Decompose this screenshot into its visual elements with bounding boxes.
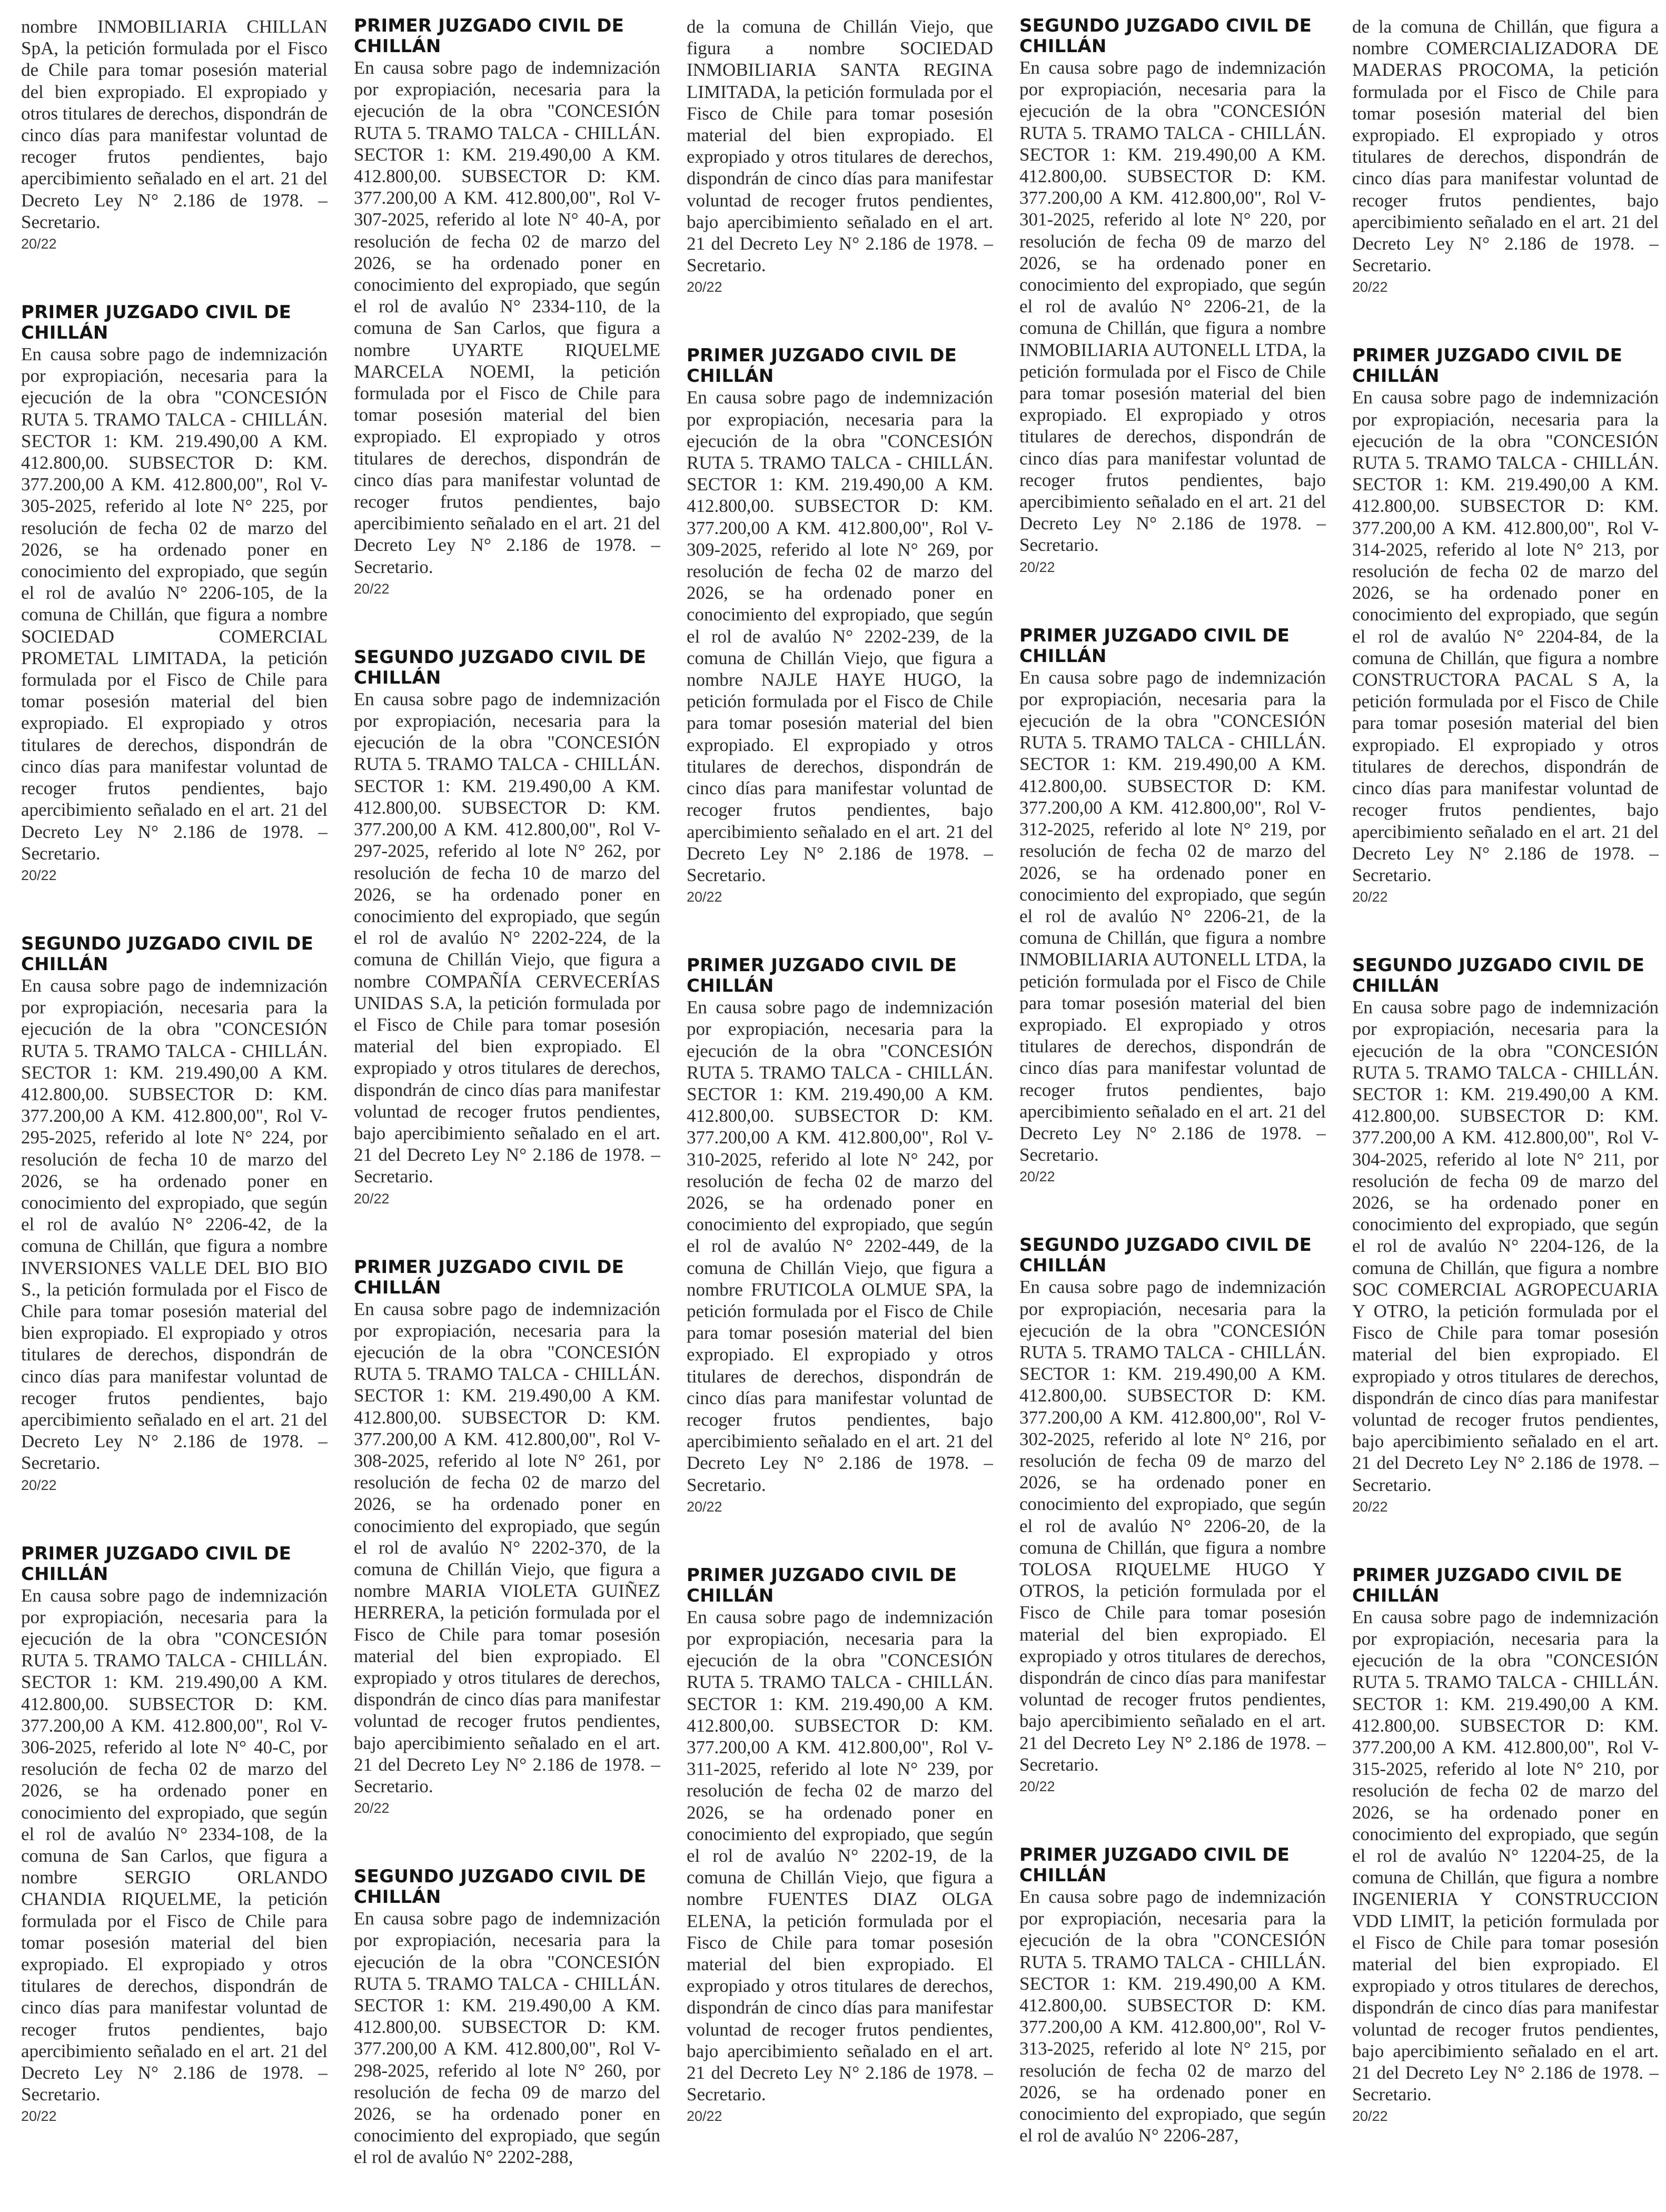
notice-code: 20/22: [687, 2108, 722, 2125]
notice-code: 20/22: [1019, 1169, 1055, 1185]
notice-code: 20/22: [1019, 1779, 1055, 1795]
notice-heading: PRIMER JUZGADO CIVIL DE CHILLÁN: [1019, 625, 1290, 667]
notice-heading: PRIMER JUZGADO CIVIL DE CHILLÁN: [1352, 1564, 1623, 1606]
legal-notice: [687, 345, 993, 906]
notice-body: En causa sobre pago de indemnización por expropiación, necesaria para la ejecución de la obra "CONCESIÓN RUTA 5. TRAMO TALCA - CHILLÁN. SECTOR 1: KM. 219.490,00 A KM. 412.800,00. SUBSECTOR D: KM. 377.200,00 A KM. 412.800,00", Rol V-313-2025, referido al lote N° 215, por resolución de fecha 02 de marzo del 2026, se ha ordenado poner en conocimiento del expropiado, que según el rol de avalúo N° 2206-287,: [1019, 1887, 1326, 2146]
notice-body: En causa sobre pago de indemnización por expropiación, necesaria para la ejecución de la obra "CONCESIÓN RUTA 5. TRAMO TALCA - CHILLÁN. SECTOR 1: KM. 219.490,00 A KM. 412.800,00. SUBSECTOR D: KM. 377.200,00 A KM. 412.800,00", Rol V-295-2025, referido al lote N° 224, por resolución de fecha 10 de marzo del 2026, se ha ordenado poner en conocimiento del expropiado, que según el rol de avalúo N° 2206-42, de la comuna de Chillán, que figura a nombre INVERSIONES VALLE DEL BIO BIO S., la petición formulada por el Fisco de Chile para tomar posesión material del bien expropiado. El expropiado y otros titulares de derechos, dispondrán de cinco días para manifestar voluntad de recoger frutos pendientes, bajo apercibimiento señalado en el art. 21 del Decreto Ley N° 2.186 de 1978. – Secretario.: [21, 975, 328, 1474]
legal-notice: [354, 1257, 660, 1818]
notice-body: En causa sobre pago de indemnización por expropiación, necesaria para la ejecución de la obra "CONCESIÓN RUTA 5. TRAMO TALCA - CHILLÁN. SECTOR 1: KM. 219.490,00 A KM. 412.800,00. SUBSECTOR D: KM. 377.200,00 A KM. 412.800,00", Rol V-315-2025, referido al lote N° 210, por resolución de fecha 02 de marzo del 2026, se ha ordenado poner en conocimiento del expropiado, que según el rol de avalúo N° 12204-25, de la comuna de Chillán, que figura a nombre INGENIERIA Y CONSTRUCCION VDD LIMIT, la petición formulada por el Fisco de Chile para tomar posesión material del bien expropiado. El expropiado y otros titulares de derechos, dispondrán de cinco días para manifestar voluntad de recoger frutos pendientes, bajo apercibimiento señalado en el art. 21 del Decreto Ley N° 2.186 de 1978. – Secretario.: [1352, 1606, 1659, 2105]
notice-heading: SEGUNDO JUZGADO CIVIL DE CHILLÁN: [1019, 16, 1312, 57]
notice-heading: SEGUNDO JUZGADO CIVIL DE CHILLÁN: [1352, 955, 1645, 997]
notice-body: En causa sobre pago de indemnización por expropiación, necesaria para la ejecución de la obra "CONCESIÓN RUTA 5. TRAMO TALCA - CHILLÁN. SECTOR 1: KM. 219.490,00 A KM. 412.800,00. SUBSECTOR D: KM. 377.200,00 A KM. 412.800,00", Rol V-301-2025, referido al lote N° 220, por resolución de fecha 09 de marzo del 2026, se ha ordenado poner en conocimiento del expropiado, que según el rol de avalúo N° 2206-21, de la comuna de Chillán, que figura a nombre INMOBILIARIA AUTONELL LTDA, la petición formulada por el Fisco de Chile para tomar posesión material del bien expropiado. El expropiado y otros titulares de derechos, dispondrán de cinco días para manifestar voluntad de recoger frutos pendientes, bajo apercibimiento señalado en el art. 21 del Decreto Ley N° 2.186 de 1978. – Secretario.: [1019, 57, 1326, 556]
notice-code: 20/22: [1352, 2108, 1388, 2125]
notice-body: En causa sobre pago de indemnización por expropiación, necesaria para la ejecución de la obra "CONCESIÓN RUTA 5. TRAMO TALCA - CHILLÁN. SECTOR 1: KM. 219.490,00 A KM. 412.800,00. SUBSECTOR D: KM. 377.200,00 A KM. 412.800,00", Rol V-302-2025, referido al lote N° 216, por resolución de fecha 09 de marzo del 2026, se ha ordenado poner en conocimiento del expropiado, que según el rol de avalúo N° 2206-20, de la comuna de Chillán, que figura a nombre TOLOSA RIQUELME HUGO Y OTROS, la petición formulada por el Fisco de Chile para tomar posesión material del bien expropiado. El expropiado y otros titulares de derechos, dispondrán de cinco días para manifestar voluntad de recoger frutos pendientes, bajo apercibimiento señalado en el art. 21 del Decreto Ley N° 2.186 de 1978. – Secretario.: [1019, 1277, 1326, 1775]
column-1: [21, 16, 328, 2201]
notice-heading: PRIMER JUZGADO CIVIL DE CHILLÁN: [1019, 1844, 1290, 1887]
notice-heading: PRIMER JUZGADO CIVIL DE CHILLÁN: [687, 955, 957, 997]
notice-heading: SEGUNDO JUZGADO CIVIL DE CHILLÁN: [354, 1866, 647, 1908]
notice-heading: PRIMER JUZGADO CIVIL DE CHILLÁN: [21, 302, 292, 344]
notice-body: En causa sobre pago de indemnización por expropiación, necesaria para la ejecución de la obra "CONCESIÓN RUTA 5. TRAMO TALCA - CHILLÁN. SECTOR 1: KM. 219.490,00 A KM. 412.800,00. SUBSECTOR D: KM. 377.200,00 A KM. 412.800,00", Rol V-308-2025, referido al lote N° 261, por resolución de fecha 02 de marzo del 2026, se ha ordenado poner en conocimiento del expropiado, que según el rol de avalúo N° 2202-370, de la comuna de Chillán Viejo, que figura a nombre MARIA VIOLETA GUIÑEZ HERRERA, la petición formulada por el Fisco de Chile para tomar posesión material del bien expropiado. El expropiado y otros titulares de derechos, dispondrán de cinco días para manifestar voluntad de recoger frutos pendientes, bajo apercibimiento señalado en el art. 21 del Decreto Ley N° 2.186 de 1978. – Secretario.: [354, 1298, 660, 1797]
legal-notice: [1019, 1235, 1326, 1795]
notice-body: de la comuna de Chillán, que figura a nombre COMERCIALIZADORA DE MADERAS PROCOMA, la petición formulada por el Fisco de Chile para tomar posesión material del bien expropiado. El expropiado y otros titulares de derechos, dispondrán de cinco días para manifestar voluntad de recoger frutos pendientes, bajo apercibimiento señalado en el art. 21 del Decreto Ley N° 2.186 de 1978. – Secretario.: [1352, 16, 1659, 276]
legal-notice: [1352, 16, 1659, 296]
notice-body: En causa sobre pago de indemnización por expropiación, necesaria para la ejecución de la obra "CONCESIÓN RUTA 5. TRAMO TALCA - CHILLÁN. SECTOR 1: KM. 219.490,00 A KM. 412.800,00. SUBSECTOR D: KM. 377.200,00 A KM. 412.800,00", Rol V-298-2025, referido al lote N° 260, por resolución de fecha 09 de marzo del 2026, se ha ordenado poner en conocimiento del expropiado, que según el rol de avalúo N° 2202-288,: [354, 1908, 660, 2168]
notice-code: 20/22: [354, 580, 390, 597]
legal-notice: [21, 1544, 328, 2126]
notice-body: En causa sobre pago de indemnización por expropiación, necesaria para la ejecución de la obra "CONCESIÓN RUTA 5. TRAMO TALCA - CHILLÁN. SECTOR 1: KM. 219.490,00 A KM. 412.800,00. SUBSECTOR D: KM. 377.200,00 A KM. 412.800,00", Rol V-304-2025, referido al lote N° 211, por resolución de fecha 09 de marzo del 2026, se ha ordenado poner en conocimiento del expropiado, que según el rol de avalúo N° 2204-126, de la comuna de Chillán, que figura a nombre SOC COMERCIAL AGROPECUARIA Y OTRO, la petición formulada por el Fisco de Chile para tomar posesión material del bien expropiado. El expropiado y otros titulares de derechos, dispondrán de cinco días para manifestar voluntad de recoger frutos pendientes, bajo apercibimiento señalado en el art. 21 del Decreto Ley N° 2.186 de 1978. – Secretario.: [1352, 997, 1659, 1495]
notice-heading: PRIMER JUZGADO CIVIL DE CHILLÁN: [1352, 345, 1623, 387]
notice-code: 20/22: [687, 279, 722, 295]
notice-code: 20/22: [21, 867, 57, 883]
legal-notice: [21, 16, 328, 253]
notice-body: En causa sobre pago de indemnización por expropiación, necesaria para la ejecución de la obra "CONCESIÓN RUTA 5. TRAMO TALCA - CHILLÁN. SECTOR 1: KM. 219.490,00 A KM. 412.800,00. SUBSECTOR D: KM. 377.200,00 A KM. 412.800,00", Rol V-307-2025, referido al lote N° 40-A, por resolución de fecha 02 de marzo del 2026, se ha ordenado poner en conocimiento del expropiado, que según el rol de avalúo N° 2334-110, de la comuna de San Carlos, que figura a nombre UYARTE RIQUELME MARCELA NOEMI, la petición formulada por el Fisco de Chile para tomar posesión material del bien expropiado. El expropiado y otros titulares de derechos, dispondrán de cinco días para manifestar voluntad de recoger frutos pendientes, bajo apercibimiento señalado en el art. 21 del Decreto Ley N° 2.186 de 1978. – Secretario.: [354, 57, 660, 577]
notice-heading: PRIMER JUZGADO CIVIL DE CHILLÁN: [354, 16, 624, 57]
notice-body: En causa sobre pago de indemnización por expropiación, necesaria para la ejecución de la obra "CONCESIÓN RUTA 5. TRAMO TALCA - CHILLÁN. SECTOR 1: KM. 219.490,00 A KM. 412.800,00. SUBSECTOR D: KM. 377.200,00 A KM. 412.800,00", Rol V-310-2025, referido al lote N° 242, por resolución de fecha 02 de marzo del 2026, se ha ordenado poner en conocimiento del expropiado, que según el rol de avalúo N° 2202-449, de la comuna de Chillán Viejo, que figura a nombre FRUTICOLA OLMUE SPA, la petición formulada por el Fisco de Chile para tomar posesión material del bien expropiado. El expropiado y otros titulares de derechos, dispondrán de cinco días para manifestar voluntad de recoger frutos pendientes, bajo apercibimiento señalado en el art. 21 del Decreto Ley N° 2.186 de 1978. – Secretario.: [687, 997, 993, 1495]
notice-code: 20/22: [1019, 559, 1055, 575]
notice-code: 20/22: [1352, 1498, 1388, 1515]
legal-notice: [687, 1565, 993, 2126]
notice-body: En causa sobre pago de indemnización por expropiación, necesaria para la ejecución de la obra "CONCESIÓN RUTA 5. TRAMO TALCA - CHILLÁN. SECTOR 1: KM. 219.490,00 A KM. 412.800,00. SUBSECTOR D: KM. 377.200,00 A KM. 412.800,00", Rol V-311-2025, referido al lote N° 239, por resolución de fecha 02 de marzo del 2026, se ha ordenado poner en conocimiento del expropiado, que según el rol de avalúo N° 2202-19, de la comuna de Chillán Viejo, que figura a nombre FUENTES DIAZ OLGA ELENA, la petición formulada por el Fisco de Chile para tomar posesión material del bien expropiado. El expropiado y otros titulares de derechos, dispondrán de cinco días para manifestar voluntad de recoger frutos pendientes, bajo apercibimiento señalado en el art. 21 del Decreto Ley N° 2.186 de 1978. – Secretario.: [687, 1606, 993, 2105]
column-4: [1019, 16, 1326, 2201]
notice-body: En causa sobre pago de indemnización por expropiación, necesaria para la ejecución de la obra "CONCESIÓN RUTA 5. TRAMO TALCA - CHILLÁN. SECTOR 1: KM. 219.490,00 A KM. 412.800,00. SUBSECTOR D: KM. 377.200,00 A KM. 412.800,00", Rol V-306-2025, referido al lote N° 40-C, por resolución de fecha 02 de marzo del 2026, se ha ordenado poner en conocimiento del expropiado, que según el rol de avalúo N° 2334-108, de la comuna de San Carlos, que figura a nombre SERGIO ORLANDO CHANDIA RIQUELME, la petición formulada por el Fisco de Chile para tomar posesión material del bien expropiado. El expropiado y otros titulares de derechos, dispondrán de cinco días para manifestar voluntad de recoger frutos pendientes, bajo apercibimiento señalado en el art. 21 del Decreto Ley N° 2.186 de 1978. – Secretario.: [21, 1585, 328, 2105]
notice-heading: SEGUNDO JUZGADO CIVIL DE CHILLÁN: [21, 933, 314, 975]
notice-code: 20/22: [687, 889, 722, 905]
notice-code: 20/22: [21, 2108, 57, 2125]
notice-code: 20/22: [1352, 279, 1388, 295]
legal-notice: [354, 647, 660, 1208]
legal-notice: [354, 16, 660, 598]
column-5: [1352, 16, 1659, 2201]
notice-code: 20/22: [21, 236, 57, 252]
legal-notice: [1352, 955, 1659, 1516]
column-3: [687, 16, 993, 2201]
notice-heading: PRIMER JUZGADO CIVIL DE CHILLÁN: [687, 1564, 957, 1606]
notice-body: En causa sobre pago de indemnización por expropiación, necesaria para la ejecución de la obra "CONCESIÓN RUTA 5. TRAMO TALCA - CHILLÁN. SECTOR 1: KM. 219.490,00 A KM. 412.800,00. SUBSECTOR D: KM. 377.200,00 A KM. 412.800,00", Rol V-297-2025, referido al lote N° 262, por resolución de fecha 10 de marzo del 2026, se ha ordenado poner en conocimiento del expropiado, que según el rol de avalúo N° 2202-224, de la comuna de Chillán Viejo, que figura a nombre COMPAÑÍA CERVECERÍAS UNIDAS S.A, la petición formulada por el Fisco de Chile para tomar posesión material del bien expropiado. El expropiado y otros titulares de derechos, dispondrán de cinco días para manifestar voluntad de recoger frutos pendientes, bajo apercibimiento señalado en el art. 21 del Decreto Ley N° 2.186 de 1978. – Secretario.: [354, 688, 660, 1187]
notice-code: 20/22: [21, 1477, 57, 1493]
notice-body: En causa sobre pago de indemnización por expropiación, necesaria para la ejecución de la obra "CONCESIÓN RUTA 5. TRAMO TALCA - CHILLÁN. SECTOR 1: KM. 219.490,00 A KM. 412.800,00. SUBSECTOR D: KM. 377.200,00 A KM. 412.800,00", Rol V-312-2025, referido al lote N° 219, por resolución de fecha 02 de marzo del 2026, se ha ordenado poner en conocimiento del expropiado, que según el rol de avalúo N° 2206-21, de la comuna de Chillán, que figura a nombre INMOBILIARIA AUTONELL LTDA, la petición formulada por el Fisco de Chile para tomar posesión material del bien expropiado. El expropiado y otros titulares de derechos, dispondrán de cinco días para manifestar voluntad de recoger frutos pendientes, bajo apercibimiento señalado en el art. 21 del Decreto Ley N° 2.186 de 1978. – Secretario.: [1019, 667, 1326, 1166]
notice-heading: PRIMER JUZGADO CIVIL DE CHILLÁN: [687, 345, 957, 387]
notice-code: 20/22: [1352, 889, 1388, 905]
notice-body: En causa sobre pago de indemnización por expropiación, necesaria para la ejecución de la obra "CONCESIÓN RUTA 5. TRAMO TALCA - CHILLÁN. SECTOR 1: KM. 219.490,00 A KM. 412.800,00. SUBSECTOR D: KM. 377.200,00 A KM. 412.800,00", Rol V-305-2025, referido al lote N° 225, por resolución de fecha 02 de marzo del 2026, se ha ordenado poner en conocimiento del expropiado, que según el rol de avalúo N° 2206-105, de la comuna de Chillán, que figura a nombre SOCIEDAD COMERCIAL PROMETAL LIMITADA, la petición formulada por el Fisco de Chile para tomar posesión material del bien expropiado. El expropiado y otros titulares de derechos, dispondrán de cinco días para manifestar voluntad de recoger frutos pendientes, bajo apercibimiento señalado en el art. 21 del Decreto Ley N° 2.186 de 1978. – Secretario.: [21, 344, 328, 864]
notice-body: En causa sobre pago de indemnización por expropiación, necesaria para la ejecución de la obra "CONCESIÓN RUTA 5. TRAMO TALCA - CHILLÁN. SECTOR 1: KM. 219.490,00 A KM. 412.800,00. SUBSECTOR D: KM. 377.200,00 A KM. 412.800,00", Rol V-309-2025, referido al lote N° 269, por resolución de fecha 02 de marzo del 2026, se ha ordenado poner en conocimiento del expropiado, que según el rol de avalúo N° 2202-239, de la comuna de Chillán Viejo, que figura a nombre NAJLE HAYE HUGO, la petición formulada por el Fisco de Chile para tomar posesión material del bien expropiado. El expropiado y otros titulares de derechos, dispondrán de cinco días para manifestar voluntad de recoger frutos pendientes, bajo apercibimiento señalado en el art. 21 del Decreto Ley N° 2.186 de 1978. – Secretario.: [687, 387, 993, 885]
column-2: [354, 16, 660, 2201]
notice-code: 20/22: [354, 1800, 390, 1816]
legal-notice: [1352, 345, 1659, 906]
notice-body: En causa sobre pago de indemnización por expropiación, necesaria para la ejecución de la obra "CONCESIÓN RUTA 5. TRAMO TALCA - CHILLÁN. SECTOR 1: KM. 219.490,00 A KM. 412.800,00. SUBSECTOR D: KM. 377.200,00 A KM. 412.800,00", Rol V-314-2025, referido al lote N° 213, por resolución de fecha 02 de marzo del 2026, se ha ordenado poner en conocimiento del expropiado, que según el rol de avalúo N° 2204-84, de la comuna de Chillán, que figura a nombre CONSTRUCTORA PACAL S A, la petición formulada por el Fisco de Chile para tomar posesión material del bien expropiado. El expropiado y otros titulares de derechos, dispondrán de cinco días para manifestar voluntad de recoger frutos pendientes, bajo apercibimiento señalado en el art. 21 del Decreto Ley N° 2.186 de 1978. – Secretario.: [1352, 387, 1659, 885]
legal-notice: [21, 302, 328, 884]
legal-notice: [1352, 1565, 1659, 2126]
notice-heading: SEGUNDO JUZGADO CIVIL DE CHILLÁN: [354, 646, 647, 688]
legal-notice: [1019, 1845, 1326, 2146]
legal-notice: [687, 16, 993, 296]
legal-notice: [354, 1867, 660, 2168]
notice-code: 20/22: [687, 1498, 722, 1515]
notice-code: 20/22: [354, 1190, 390, 1207]
legal-notice: [687, 955, 993, 1516]
notice-body: nombre INMOBILIARIA CHILLAN SpA, la petición formulada por el Fisco de Chile para tomar posesión material del bien expropiado. El expropiado y otros titulares de derechos, dispondrán de cinco días para manifestar voluntad de recoger frutos pendientes, bajo apercibimiento señalado en el art. 21 del Decreto Ley N° 2.186 de 1978. – Secretario.: [21, 16, 328, 232]
notice-heading: PRIMER JUZGADO CIVIL DE CHILLÁN: [21, 1543, 292, 1585]
notice-heading: PRIMER JUZGADO CIVIL DE CHILLÁN: [354, 1256, 624, 1298]
legal-notice: [1019, 626, 1326, 1186]
legal-notice: [21, 934, 328, 1494]
legal-notice: [1019, 16, 1326, 576]
notice-heading: SEGUNDO JUZGADO CIVIL DE CHILLÁN: [1019, 1235, 1312, 1277]
notice-body: de la comuna de Chillán Viejo, que figura a nombre SOCIEDAD INMOBILIARIA SANTA REGINA LIMITADA, la petición formulada por el Fisco de Chile para tomar posesión material del bien expropiado. El expropiado y otros titulares de derechos, dispondrán de cinco días para manifestar voluntad de recoger frutos pendientes, bajo apercibimiento señalado en el art. 21 del Decreto Ley N° 2.186 de 1978. – Secretario.: [687, 16, 993, 276]
